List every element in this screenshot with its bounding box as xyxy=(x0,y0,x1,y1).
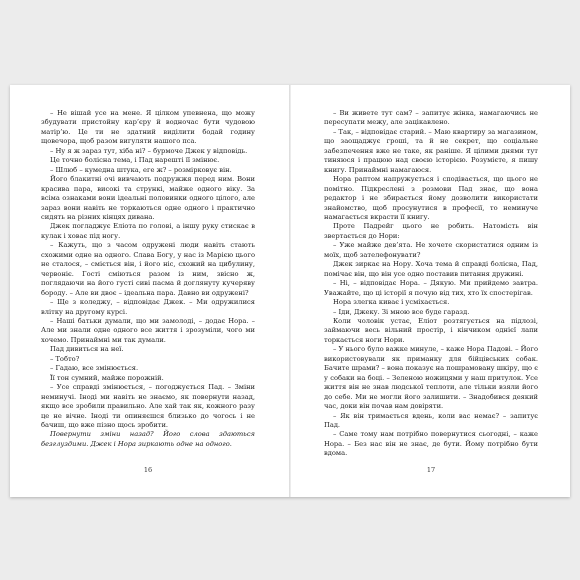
book-gutter xyxy=(289,85,291,497)
paragraph: – Ну я ж зараз тут, хіба ні? – бурмоче Джек у відповідь. xyxy=(50,146,248,155)
paragraph: Джек погладжує Еліота по голові, а іншу руку стискає в кулак і ховає під ногу. xyxy=(41,222,255,240)
paragraph: – Усе справді змінюється, – погоджується Пад. – Зміни неминучі. Іноді ми навіть не знаємо, як повернути назад, якщо все зробили правильно. Але хай так як, кожного разу це не вічне. Іноді ти опиняєшся близько до чогось і не бачиш, що вже пізно щось зробити. xyxy=(41,383,255,429)
paragraph: – У нього було важке минуле, – каже Нора Падові. – Його використовували як приманку для бійцівських собак. Бачите шрами? – вона показує на пошрамовану шкіру, що є у собаки на боці. – Зеленою ножицями у наш притулок. Усе життя він не знав людської теплоти, але тільки взяли його до себе. Ми не могли його залишити. – Знадобився деякий час, доки він почав нам довіряти. xyxy=(324,345,538,411)
page-number-right: 17 xyxy=(426,466,436,474)
paragraph: – Так, – відповідає старий. – Маю квартиру за магазином, що заощаджує гроші, та й не секрет, що соціальне забезпечення вже не таке, як раніше. Я цілими днями тут тиняюся і працюю над своєю історією. Розумієте, я пишу книгу. Принаймні намагаюся. xyxy=(324,127,538,174)
paragraph: Пад дивиться на неї. xyxy=(50,345,124,354)
right-page-text xyxy=(324,109,538,459)
paragraph: Нора злегка киває і усміхається. xyxy=(333,298,450,307)
paragraph: – Не вішай усе на мене. Я цілком упевнена, що можу збудувати пристойну кар’єру й водночас бути чудовою матір’ю. Це ти не здатний виділити бодай годину щовечора, щоб разом вигуляти нашого пса. xyxy=(41,109,255,146)
paragraph: – Уже майже дев’ята. Не хочете скористатися одним із моїх, щоб зателефонувати? xyxy=(324,241,538,259)
paragraph: – Ні, – відповідає Нора. – Дякую. Ми прийдемо завтра. Уважайте, що ці історії я почую від тих, хто їх спостерігав. xyxy=(324,279,538,297)
paragraph: – Ще з коледжу, – відповідає Джек. – Ми одружилися влітку на другому курсі. xyxy=(41,298,255,316)
paragraph: Нора раптом напружується і сподівається, що цього не помітно. Підкреслені з розмови Пад знає, що вона редактор і не збирається йому дозволити використати знайомство, щоб просунутися в професії, то неминуче намагається вкрасти її книгу. xyxy=(324,175,538,221)
paragraph: – Саме тому нам потрібно повернутися сьогодні, – каже Нора. – Без нас він не знає, де бути. Йому потрібно бути вдома. xyxy=(324,430,538,458)
paragraph: – Наші батьки думали, що ми замолоді, – додає Нора. – Але ми знали одне одного все життя і зрозуміли, чого ми хочемо. Принаймні ми так думали. xyxy=(41,316,255,344)
paragraph: Коли чоловік устає, Еліот розтягується на підлозі, займаючи весь вільний простір, і кінчиком однієї лапи торкається ноги Нори. xyxy=(324,316,538,344)
paragraph: – Гадаю, все змінюється. xyxy=(50,364,139,373)
paragraph: Це точно болісна тема, і Пад нарешті її змінює. xyxy=(50,156,220,165)
paragraph: Повернути зміни назад? Його слова здаються безглуздими. Джек і Нора зиркають одне на одного. xyxy=(41,430,255,448)
paragraph: – Ви живете тут сам? – запитує жінка, намагаючись не пересупати межу, але зацікавлено. xyxy=(324,109,538,127)
paragraph: Її тон сумний, майже порожній. xyxy=(50,373,164,382)
book-spread xyxy=(10,85,570,497)
paragraph: – Кажуть, що з часом одружені люди навіть стають схожими одне на одного. Слава Богу, у нас із Марією цього не сталося, – сміється він, і його ніс, схожий на цибулину, червоніє. Гості сміються разом із ним, звісно ж, поглядаючи на його густі сиві пасма й доглянуту кучеряву бороду. – Але ви двоє – ідеальна пара. Давно ви одружені? xyxy=(41,241,255,297)
paragraph: – Тобто? xyxy=(50,354,80,363)
left-page-text xyxy=(41,109,255,459)
page-number-left: 16 xyxy=(143,466,153,474)
paragraph: – Іди, Джеку. Зі мною все буде гаразд. xyxy=(333,307,470,316)
paragraph: Його блакитні очі вивчають подружжя перед ним. Вони красива пара, високі та стрункі, майже одного віку. За всіма ознаками вони ідеальні половинки одного цілого, але зараз вони навіть не торкаються одне одного і практично сидять на різних кінцях дивана. xyxy=(41,175,255,221)
paragraph: – Шлюб – кумедна штука, еге ж? – розмірковує він. xyxy=(50,165,232,174)
paragraph: – Як він тримається вдень, коли вас немає? – запитує Пад. xyxy=(324,411,538,429)
paragraph: Джек зиркає на Нору. Хоча тема й справді болісна, Пад, помічає він, що він усе одно поставив питання дружині. xyxy=(324,260,538,278)
paragraph: Проте Падрейг цього не робить. Натомість він звертається до Нори: xyxy=(324,222,538,240)
